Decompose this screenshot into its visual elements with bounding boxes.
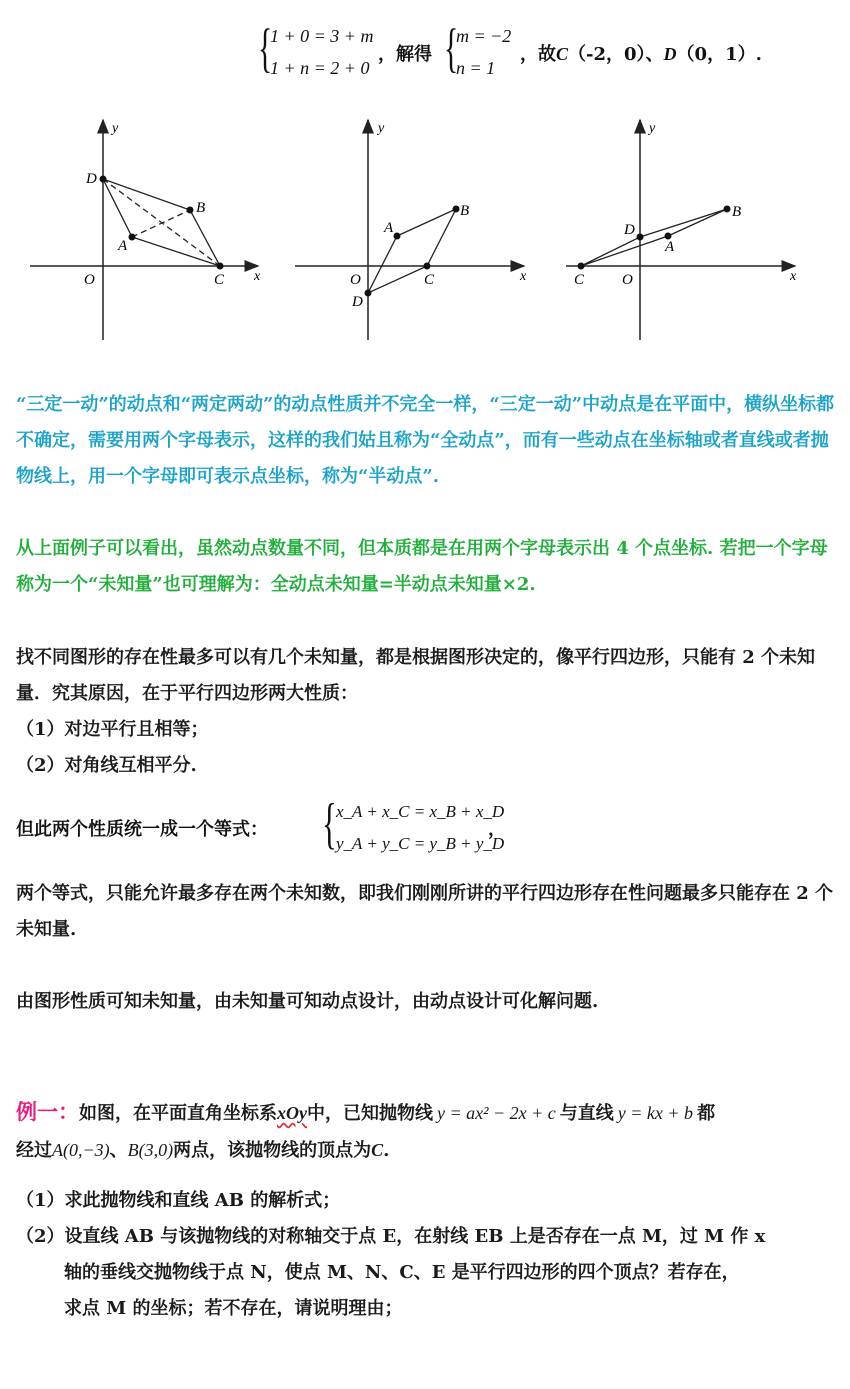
conclusion: ，故C（-2，0）、D（0，1）. — [520, 44, 762, 65]
fig2-x-label: x — [520, 269, 527, 284]
unify-text: 但此两个性质统一成一个等式： — [16, 819, 268, 840]
figures-svg — [0, 110, 850, 350]
fig1-y-label: y — [112, 121, 119, 136]
fig3-origin: O — [622, 272, 633, 288]
point-A: A(0,−3) — [52, 1140, 110, 1160]
fig1-x-label: x — [254, 269, 261, 284]
fig3-point-B — [724, 206, 731, 213]
fig3-label-A: A — [665, 239, 675, 255]
example-1-statement: 例一：如图，在平面直角坐标系xOy中，已知抛物线 y = ax² − 2x + c 与直线 y = kx + b 都 经过A(0,−3)、B(3,0)两点，该抛物线的顶点为C. — [16, 1099, 716, 1161]
fig3-label-C: C — [574, 272, 585, 288]
line-expr: y = kx + b — [617, 1103, 694, 1123]
eq-brace: { — [322, 793, 337, 855]
eq-comma: ， — [488, 819, 506, 840]
system2-line1: m = −2 — [456, 26, 512, 46]
system2-line2: n = 1 — [456, 58, 496, 78]
fig1-diagonal-AB — [132, 210, 190, 237]
fig2-label-A: A — [384, 220, 394, 236]
fig3-label-B: B — [732, 204, 742, 220]
fig2-label-B: B — [460, 203, 470, 219]
fig3-y-label: y — [649, 121, 656, 136]
fig2-origin: O — [350, 272, 361, 288]
parabola-expr: y = ax² − 2x + c — [437, 1103, 556, 1123]
top-solution-line — [258, 18, 838, 92]
vertex-C: C — [371, 1140, 384, 1160]
property-item-2: （2）对角线互相平分. — [16, 755, 197, 776]
figure-2 — [295, 120, 527, 340]
two-equations-paragraph: 两个等式，只能允许最多存在两个未知数，即我们刚刚所讲的平行四边形存在性问题最多只能存在 2 个未知量. — [16, 883, 834, 940]
fig3-point-D — [637, 234, 644, 241]
parallelogram-paragraph: 找不同图形的存在性最多可以有几个未知量，都是根据图形决定的，像平行四边形，只能有 2 个未知量．究其原因，在于平行四边形两大性质： — [16, 647, 816, 704]
fig2-label-C: C — [424, 272, 435, 288]
question-2-line-1: （2）设直线 AB 与该抛物线的对称轴交于点 E，在射线 EB 上是否存在一点 M，过 M 作 x — [16, 1226, 766, 1247]
question-2-line-3: 求点 M 的坐标；若不存在，请说明理由； — [64, 1298, 403, 1319]
xoy-term: xOy — [277, 1103, 307, 1123]
question-1: （1）求此抛物线和直线 AB 的解析式； — [16, 1190, 341, 1211]
fig1-label-C: C — [214, 272, 225, 288]
teal-paragraph: “三定一动”的动点和“两定两动”的动点性质并不完全一样，“三定一动”中动点是在平面中，横纵坐标都不确定，需要用两个字母表示，这样的我们姑且称为“全动点”，而有一些动点在坐标轴或者直线或者抛物线上，用一个字母即可表示点坐标，称为“半动点”. — [16, 394, 835, 487]
fig2-quad — [368, 209, 456, 293]
system1-line1: 1 + 0 = 3 + m — [270, 26, 374, 46]
fig1-origin: O — [84, 272, 95, 288]
fig1-label-B: B — [196, 200, 206, 216]
fig2-label-D: D — [352, 294, 363, 310]
figure-3 — [566, 120, 797, 340]
fig1-label-D: D — [86, 171, 97, 187]
question-2-line-2: 轴的垂线交抛物线于点 N，使点 M、N、C、E 是平行四边形的四个顶点？若存在， — [64, 1262, 740, 1283]
figure-1 — [30, 120, 261, 340]
system1-line2: 1 + n = 2 + 0 — [270, 58, 370, 78]
right-brace: { — [444, 18, 459, 78]
fig1-point-B — [187, 207, 194, 214]
fig3-x-label: x — [790, 269, 797, 284]
fig2-y-label: y — [378, 121, 385, 136]
green-paragraph: 从上面例子可以看出，虽然动点数量不同，但本质都是在用两个字母表示出 4 个点坐标. 若把一个字母称为一个“未知量”也可理解为：全动点未知量=半动点未知量×2. — [16, 538, 828, 595]
fig3-point-C — [578, 263, 585, 270]
example-label: 例一： — [16, 1099, 79, 1124]
solve-word: ，解得 — [378, 44, 432, 65]
fig1-point-C — [217, 263, 224, 270]
property-item-1: （1）对边平行且相等； — [16, 719, 209, 740]
left-brace: { — [258, 18, 273, 78]
eq-line-1: x_A + x_C = x_B + x_D — [336, 802, 505, 821]
eq-line-2: y_A + y_C = y_B + y_D — [336, 834, 505, 853]
fig1-point-D — [100, 176, 107, 183]
fig1-label-A: A — [118, 238, 128, 254]
fig3-quad — [581, 209, 727, 266]
fig2-point-A — [394, 233, 401, 240]
fig3-label-D: D — [624, 222, 635, 238]
fig2-point-D — [365, 290, 372, 297]
fig2-point-C — [424, 263, 431, 270]
fig2-point-B — [453, 206, 460, 213]
summary-paragraph: 由图形性质可知未知量，由未知量可知动点设计，由动点设计可化解问题. — [16, 991, 599, 1012]
point-B: B(3,0) — [127, 1140, 174, 1160]
fig1-point-A — [129, 234, 136, 241]
